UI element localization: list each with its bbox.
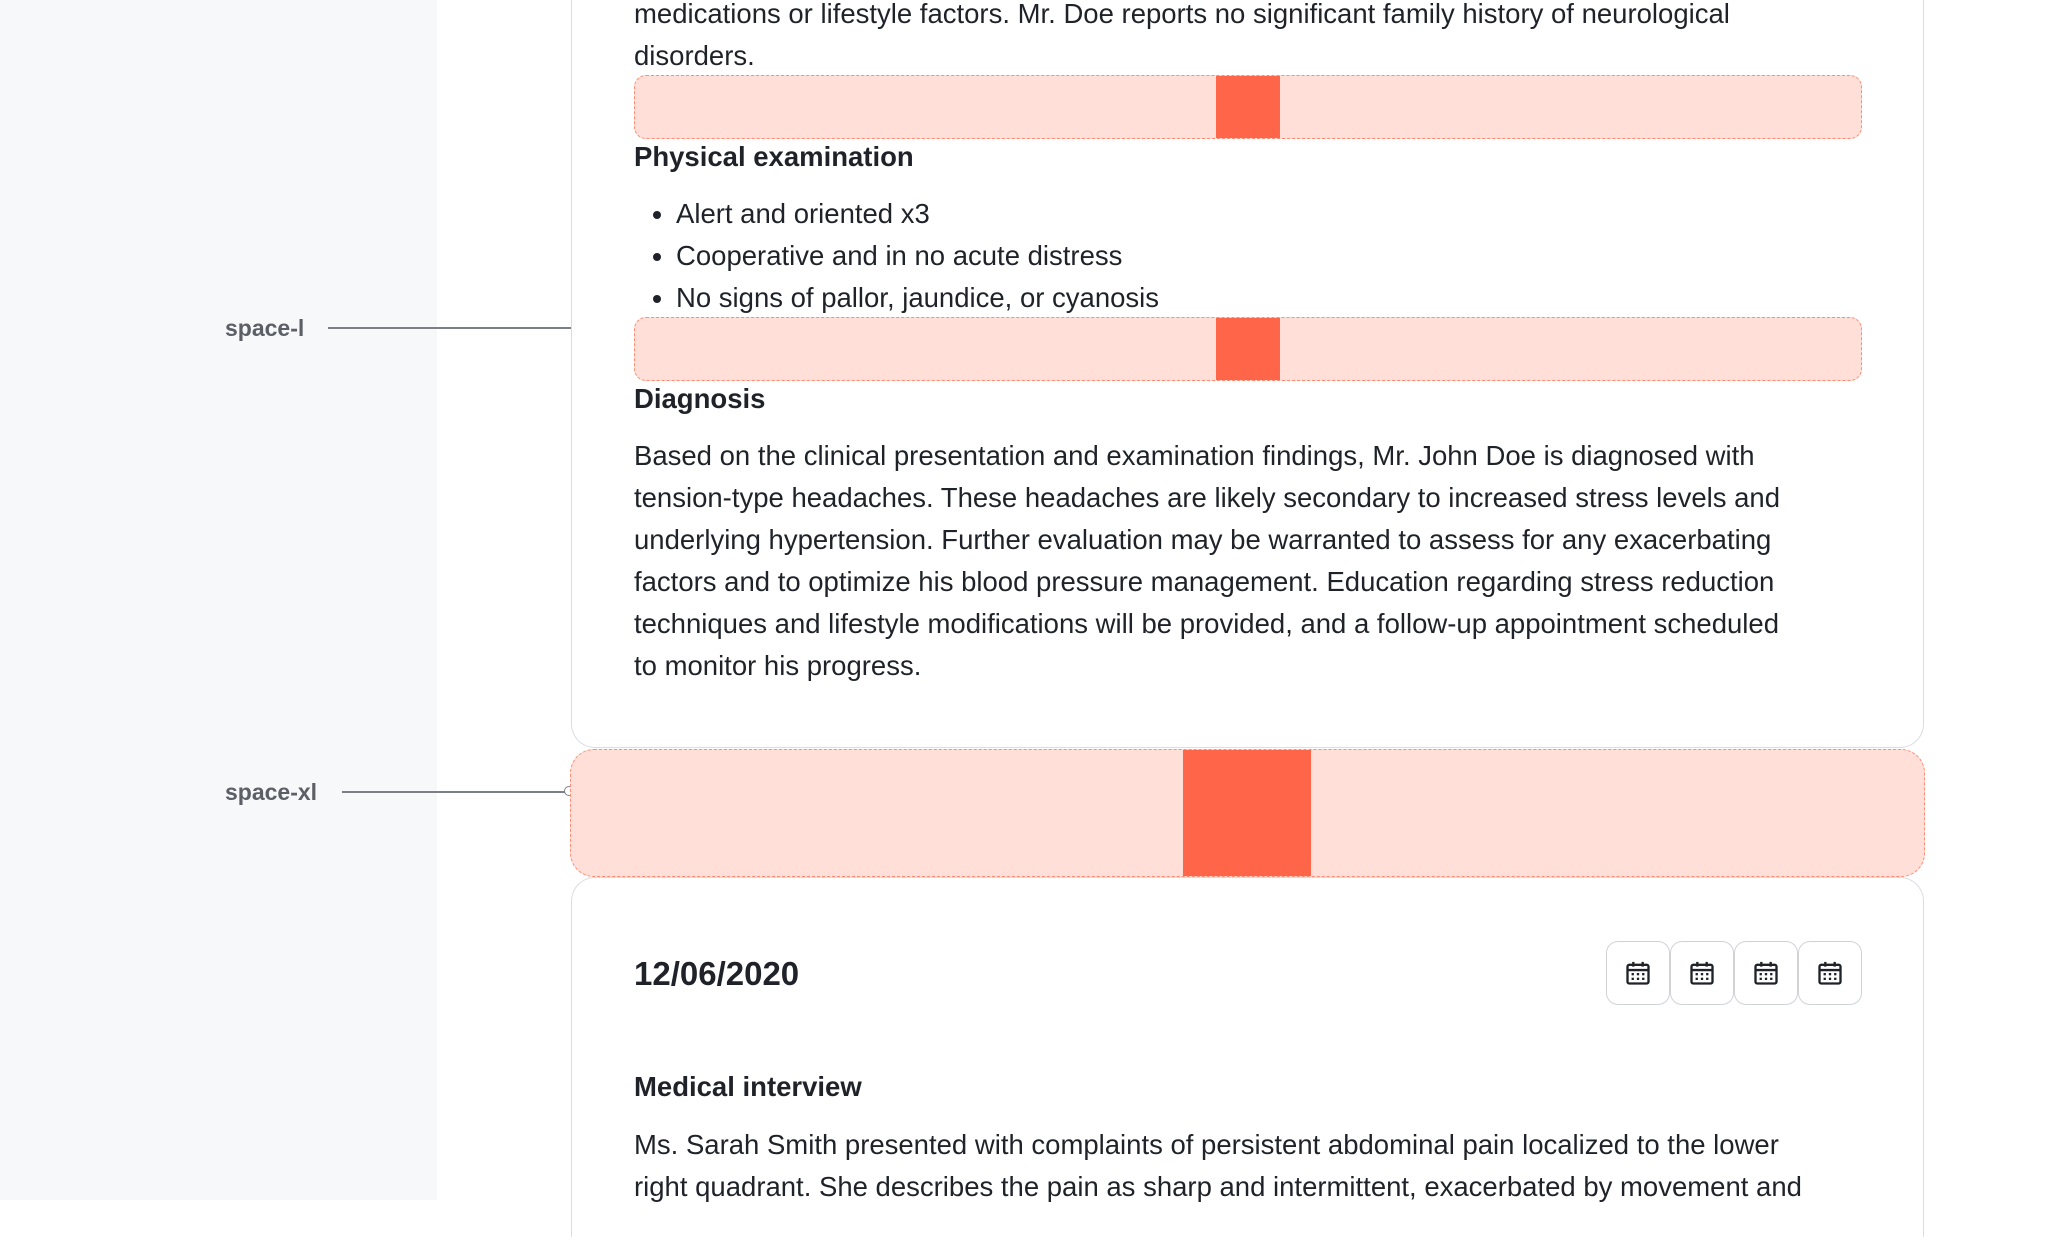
space-xl-leader-line [342,791,567,793]
spacer-xl [570,749,1925,877]
interview-line: Ms. Sarah Smith presented with complaints of persistent abdominal pain localized to the lower [634,1129,1779,1160]
spacer-l-2 [634,317,1862,381]
spacer-l-core [1216,76,1280,138]
space-l-label: space-l [225,315,305,341]
list-item: • No signs of pallor, jaundice, or cyanosis [676,277,1876,319]
record-actions [1606,941,1862,1005]
diagnosis-line: techniques and lifestyle modifications will be provided, and a follow-up appointment scheduled [634,608,1779,639]
spacer-xl-core [1183,750,1311,876]
intro-text-line-2: disorders. [634,40,755,71]
interview-line: right quadrant. She describes the pain as sharp and intermittent, exacerbated by movement and [634,1171,1802,1202]
calendar-icon [1688,959,1716,987]
calendar-icon [1624,959,1652,987]
spacer-l-core [1216,318,1280,380]
diagnosis-line: underlying hypertension. Further evaluation may be warranted to assess for any exacerbating [634,524,1772,555]
left-rail [0,0,437,1200]
diagnosis-line: to monitor his progress. [634,650,922,681]
spacer-l-1 [634,75,1862,139]
intro-text-line-1: medications or lifestyle factors. Mr. Doe reports no significant family history of neurological [634,0,1730,29]
diagnosis-line: factors and to optimize his blood pressure management. Education regarding stress reduction [634,566,1775,597]
physical-exam-heading: Physical examination [634,141,914,172]
space-xl-label: space-xl [225,779,318,805]
record-date: 12/06/2020 [634,955,800,992]
medical-interview-heading: Medical interview [634,1071,862,1102]
diagnosis-heading: Diagnosis [634,383,766,414]
diagnosis-line: Based on the clinical presentation and examination findings, Mr. John Doe is diagnosed with [634,440,1755,471]
list-item: • Cooperative and in no acute distress [676,235,1876,277]
calendar-icon [1816,959,1844,987]
calendar-button-2[interactable] [1670,941,1734,1005]
calendar-button-1[interactable] [1606,941,1670,1005]
calendar-icon [1752,959,1780,987]
list-item: • Alert and oriented x3 [676,193,1876,235]
calendar-button-3[interactable] [1734,941,1798,1005]
physical-exam-list [634,193,1876,319]
diagnosis-line: tension-type headaches. These headaches are likely secondary to increased stress levels and [634,482,1781,513]
calendar-button-4[interactable] [1798,941,1862,1005]
